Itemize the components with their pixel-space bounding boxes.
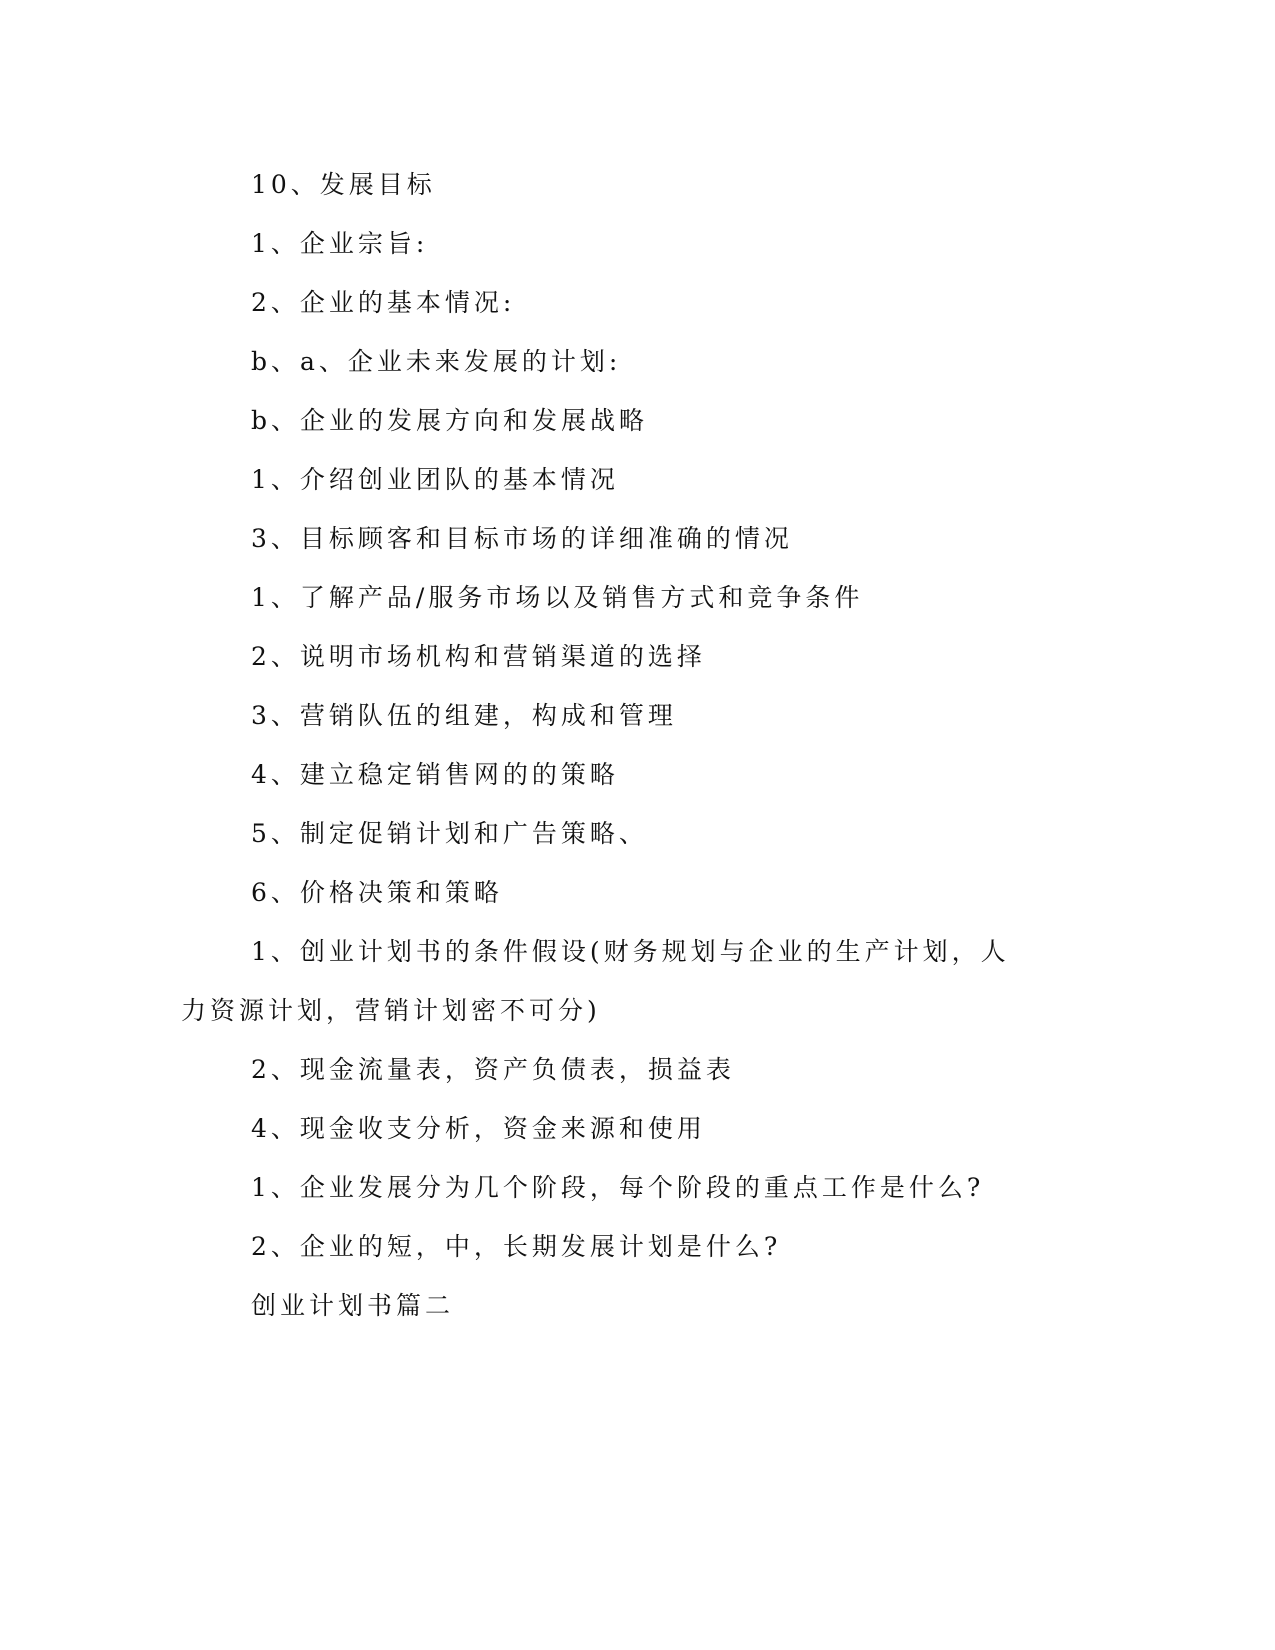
paragraph: b、企业的发展方向和发展战略: [251, 406, 649, 435]
paragraph: b、a、企业未来发展的计划:: [251, 347, 622, 376]
paragraph: 3、营销队伍的组建，构成和管理: [251, 701, 677, 730]
document-body: [181, 155, 1031, 1335]
paragraph: 3、目标顾客和目标市场的详细准确的情况: [251, 524, 793, 553]
paragraph: 10、发展目标: [251, 170, 436, 199]
paragraph: 2、现金流量表，资产负债表，损益表: [251, 1055, 735, 1084]
paragraph: 2、企业的基本情况:: [251, 288, 516, 317]
paragraph: 4、现金收支分析，资金来源和使用: [251, 1114, 706, 1143]
paragraph: 6、价格决策和策略: [251, 878, 503, 907]
paragraph: 1、介绍创业团队的基本情况: [251, 465, 619, 494]
paragraph: 2、企业的短，中，长期发展计划是什么?: [251, 1232, 782, 1261]
paragraph: 1、创业计划书的条件假设(财务规划与企业的生产计划，人力资源计划，营销计划密不可分): [181, 937, 1010, 1025]
paragraph: 2、说明市场机构和营销渠道的选择: [251, 642, 706, 671]
paragraph: 1、企业发展分为几个阶段，每个阶段的重点工作是什么?: [251, 1173, 985, 1202]
paragraph: 1、了解产品/服务市场以及销售方式和竞争条件: [251, 583, 864, 612]
paragraph: 4、建立稳定销售网的的策略: [251, 760, 619, 789]
paragraph: 5、制定促销计划和广告策略、: [251, 819, 648, 848]
paragraph: 1、企业宗旨:: [251, 229, 429, 258]
section-heading: 创业计划书篇二: [251, 1291, 455, 1320]
